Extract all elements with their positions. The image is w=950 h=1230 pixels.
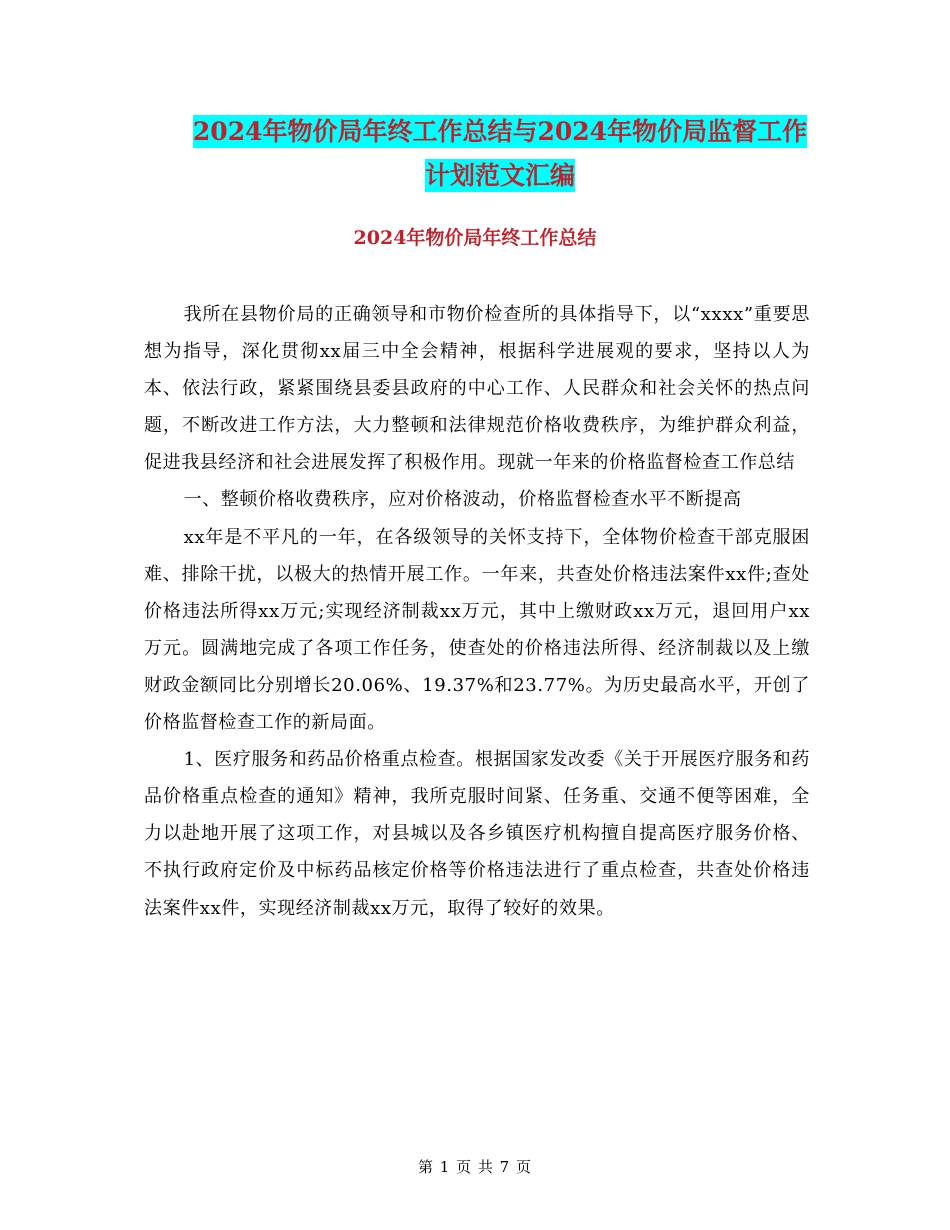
page-number-footer: 第 1 页 共 7 页 [418,1158,532,1176]
section-title: 2024年物价局年终工作总结 [353,227,597,249]
paragraph-item-1: 1、医疗服务和药品价格重点检查。根据国家发改委《关于开展医疗服务和药品价格重点检查的通知》精神，我所克服时间紧、任务重、交通不便等困难，全力以赴地开展了这项工作，对县城以及各乡镇医疗机构擅自提高医疗服务价格、不执行政府定价及中标药品核定价格等价格违法进行了重点检查，共查处价格违法案件xx件，实现经济制裁xx万元，取得了较好的效果。 [144,749,810,919]
document-title-line-2: 计划范文汇编 [424,161,575,190]
paragraph-intro: 我所在县物价局的正确领导和市物价检查所的具体指导下，以“xxxx”重要思想为指导，深化贯彻xx届三中全会精神，根据科学进展观的要求，坚持以人为本、依法行政，紧紧围绕县委县政府的中心工作、人民群众和社会关怀的热点问题，不断改进工作方法，大力整顿和法律规范价格收费秩序，为维护群众利益，促进我县经济和社会进展发挥了积极作用。现就一年来的价格监督检查工作总结 [144,304,810,474]
document-title-line-1: 2024年物价局年终工作总结与2024年物价局监督工作 [192,117,808,146]
paragraph-heading-1: 一、整顿价格收费秩序，应对价格波动，价格监督检查水平不断提高 [183,489,742,511]
paragraph-summary: xx年是不平凡的一年，在各级领导的关怀支持下，全体物价检查干部克服困难、排除干扰，以极大的热情开展工作。一年来，共查处价格违法案件xx件;查处价格违法所得xx万元;实现经济制裁xx万元，其中上缴财政xx万元，退回用户xx万元。圆满地完成了各项工作任务，使查处的价格违法所得、经济制裁以及上缴财政金额同比分别增长20.06%、19.37%和23.77%。为历史最高水平，开创了价格监督检查工作的新局面。 [144,526,810,734]
document-body [144,296,810,927]
document-title [140,110,860,198]
